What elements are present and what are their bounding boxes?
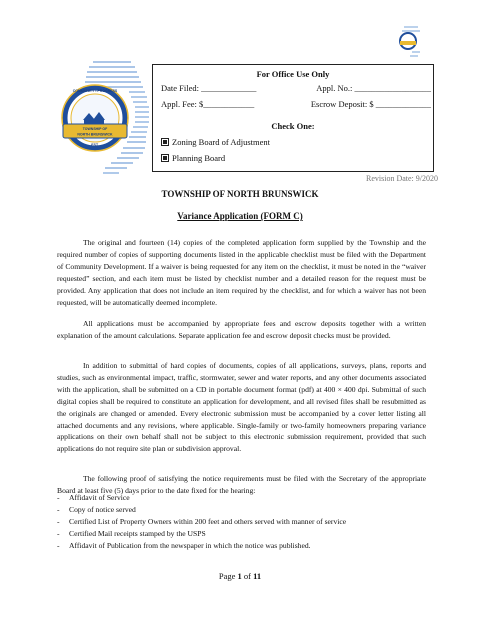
seal-bottom-text: EST. <box>91 143 99 147</box>
current-page: 1 <box>237 571 242 581</box>
seal-top-text: COMMUNITY • PROGRESS <box>72 89 118 93</box>
checkbox-icon[interactable] <box>161 138 169 146</box>
option-label: Planning Board <box>172 153 226 163</box>
option-planning-board[interactable] <box>161 153 225 163</box>
revision-date: Revision Date: 9/2020 <box>366 174 438 183</box>
seal-banner-line1: TOWNSHIP OF <box>82 127 108 131</box>
paragraph-text: All applications must be accompanied by appropriate fees and escrow deposits together with a written explanation of the amount calculations. Separate application fee and escrow deposit checks must be provided. <box>57 319 426 340</box>
office-use-title: For Office Use Only <box>256 69 330 79</box>
appl-fee-field[interactable]: Appl. Fee: $____________ <box>161 99 255 109</box>
list-item: - Copy of notice served <box>57 505 136 514</box>
seal-banner-line2: NORTH BRUNSWICK <box>77 132 113 137</box>
township-seal-logo <box>53 58 153 180</box>
paragraph-text: The following proof of satisfying the notice requirements must be filed with the Secretary of the appropriate Board at least five (5) days prior to the date fixed for the hearing: <box>57 474 426 495</box>
office-row-1 <box>161 83 431 93</box>
list-item: - Certified Mail receipts stamped by the USPS <box>57 529 206 538</box>
paragraph-1 <box>57 237 426 308</box>
list-item: - Certified List of Property Owners within 200 feet and others served with manner of service <box>57 517 347 526</box>
corner-seal-icon <box>396 24 422 62</box>
list-item: - Affidavit of Service <box>57 493 130 502</box>
list-item: - Affidavit of Publication from the newspaper in which the notice was published. <box>57 541 311 550</box>
paragraph-2 <box>57 318 426 342</box>
option-zoning-board[interactable] <box>161 137 270 147</box>
total-pages: 11 <box>253 571 262 581</box>
document-subtitle: Variance Application (FORM C) <box>177 211 303 221</box>
checkbox-icon[interactable] <box>161 154 169 162</box>
option-label: Zoning Board of Adjustment <box>172 137 270 147</box>
paragraph-text: In addition to submittal of hard copies of documents, copies of all applications, surveys, plans, reports and studies, such as environmental impact, traffic, stormwater, sewer and water reports, and any other documents associated with the application, shall be submitted on a CD in portable document format (pdf) at 400 × 400 dpi. Submittal of such digital copies shall be required to constitute an application for development, and all revised files shall be resubmitted as the originals are changed or amended. Every electronic submission must be accompanied by a cover letter listing all attached documents and any revisions, where applicable. Single-family or two-family homeowners preparing variance applications on their own behalf shall not be subject to this electronic submission requirement, provided that such applications do not require site plan or subdivision approval. <box>57 361 426 454</box>
check-one-label: Check One: <box>271 121 315 131</box>
paragraph-3 <box>57 360 426 455</box>
document-title: TOWNSHIP OF NORTH BRUNSWICK <box>161 189 319 199</box>
escrow-deposit-field[interactable]: Escrow Deposit: $ _____________ <box>310 99 431 109</box>
office-use-box <box>152 64 434 172</box>
paragraph-text: The original and fourteen (14) copies of the completed application form supplied by the Township and the required number of copies of supporting documents listed in the applicable checklist must be filed with the Department of Community Development. If a waiver is being requested for any item on the checklist, it must be noted in the “waiver requested” section, and each item must be listed by checklist number and a detailed reason for the request must be provided. Any application that does not include an item required by the checklist, and for which a waiver has not been requested, will be automatically deemed incomplete. <box>57 238 426 307</box>
date-filed-field[interactable]: Date Filed: _____________ <box>161 83 257 93</box>
notice-requirements-list <box>57 492 346 552</box>
office-row-2 <box>161 99 431 109</box>
appl-no-field[interactable]: Appl. No.: __________________ <box>316 83 431 93</box>
page-number-footer: Page 1 of 11 <box>218 571 262 581</box>
